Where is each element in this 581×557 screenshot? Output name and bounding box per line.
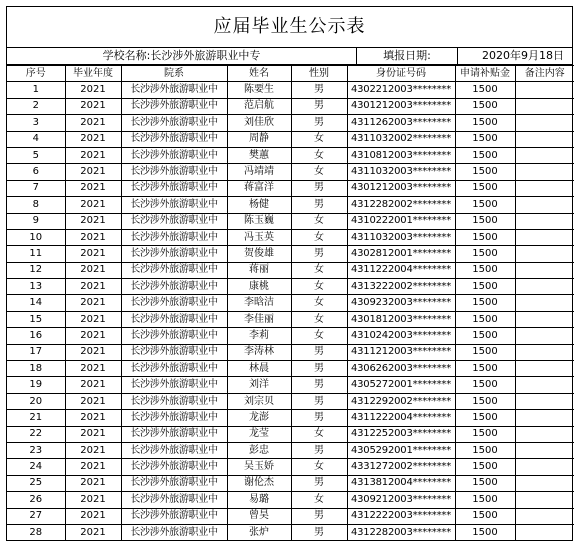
row-number: 25 xyxy=(7,475,65,491)
subsidy-amount: 1500 xyxy=(455,279,515,295)
student-name: 陈要生 xyxy=(227,82,291,98)
gender: 女 xyxy=(291,311,347,327)
row-number: 3 xyxy=(7,115,65,131)
remark xyxy=(515,131,574,147)
student-name: 樊蕙 xyxy=(227,147,291,163)
student-name: 易璐 xyxy=(227,492,291,508)
table-row xyxy=(7,279,574,295)
school-name: 长沙涉外旅游职业中专 xyxy=(150,49,261,62)
subsidy-amount: 1500 xyxy=(455,393,515,409)
department: 长沙涉外旅游职业中 xyxy=(121,475,227,491)
gender: 男 xyxy=(291,180,347,196)
graduation-year: 2021 xyxy=(65,164,121,180)
remark xyxy=(515,311,574,327)
graduation-year: 2021 xyxy=(65,442,121,458)
graduation-year: 2021 xyxy=(65,131,121,147)
remark xyxy=(515,246,574,262)
gender: 女 xyxy=(291,213,347,229)
subsidy-amount: 1500 xyxy=(455,377,515,393)
subsidy-amount: 1500 xyxy=(455,524,515,540)
gender: 男 xyxy=(291,508,347,524)
department: 长沙涉外旅游职业中 xyxy=(121,492,227,508)
gender: 男 xyxy=(291,246,347,262)
remark xyxy=(515,393,574,409)
student-name: 刘佳欣 xyxy=(227,115,291,131)
row-number: 23 xyxy=(7,442,65,458)
remark xyxy=(515,295,574,311)
gender: 男 xyxy=(291,524,347,540)
graduation-year: 2021 xyxy=(65,328,121,344)
gender: 男 xyxy=(291,344,347,360)
remark xyxy=(515,164,574,180)
info-row xyxy=(7,48,572,65)
gender: 男 xyxy=(291,98,347,114)
header-gender: 性别 xyxy=(291,66,347,82)
subsidy-amount: 1500 xyxy=(455,475,515,491)
table-body xyxy=(7,82,574,540)
gender: 男 xyxy=(291,361,347,377)
id-number: 4301812003******** xyxy=(347,311,455,327)
row-number: 12 xyxy=(7,262,65,278)
graduation-year: 2021 xyxy=(65,262,121,278)
id-number: 4305292001******** xyxy=(347,442,455,458)
table-row xyxy=(7,197,574,213)
row-number: 22 xyxy=(7,426,65,442)
student-name: 谢伦杰 xyxy=(227,475,291,491)
department: 长沙涉外旅游职业中 xyxy=(121,164,227,180)
student-name: 刘宗贝 xyxy=(227,393,291,409)
graduation-year: 2021 xyxy=(65,311,121,327)
gender: 女 xyxy=(291,328,347,344)
row-number: 26 xyxy=(7,492,65,508)
remark xyxy=(515,344,574,360)
graduation-year: 2021 xyxy=(65,410,121,426)
row-number: 16 xyxy=(7,328,65,344)
id-number: 4309232003******** xyxy=(347,295,455,311)
id-number: 4312282003******** xyxy=(347,524,455,540)
row-number: 1 xyxy=(7,82,65,98)
table-row xyxy=(7,410,574,426)
table-row xyxy=(7,459,574,475)
department: 长沙涉外旅游职业中 xyxy=(121,361,227,377)
department: 长沙涉外旅游职业中 xyxy=(121,508,227,524)
gender: 男 xyxy=(291,410,347,426)
graduation-year: 2021 xyxy=(65,508,121,524)
graduation-year: 2021 xyxy=(65,524,121,540)
student-name: 吴玉娇 xyxy=(227,459,291,475)
table-row xyxy=(7,442,574,458)
subsidy-amount: 1500 xyxy=(455,98,515,114)
id-number: 4311222004******** xyxy=(347,262,455,278)
header-row xyxy=(7,66,574,82)
table-row xyxy=(7,246,574,262)
department: 长沙涉外旅游职业中 xyxy=(121,311,227,327)
gender: 男 xyxy=(291,475,347,491)
row-number: 18 xyxy=(7,361,65,377)
remark xyxy=(515,213,574,229)
remark xyxy=(515,180,574,196)
header-dept: 院系 xyxy=(121,66,227,82)
id-number: 4302212003******** xyxy=(347,82,455,98)
department: 长沙涉外旅游职业中 xyxy=(121,410,227,426)
table-row xyxy=(7,295,574,311)
sheet-title: 应届毕业生公示表 xyxy=(7,7,572,48)
id-number: 4301212003******** xyxy=(347,98,455,114)
student-name: 蒋丽 xyxy=(227,262,291,278)
gender: 女 xyxy=(291,295,347,311)
id-number: 4313812004******** xyxy=(347,475,455,491)
header-note: 备注内容 xyxy=(515,66,574,82)
student-name: 范启航 xyxy=(227,98,291,114)
student-name: 李佳丽 xyxy=(227,311,291,327)
subsidy-amount: 1500 xyxy=(455,213,515,229)
id-number: 4310812003******** xyxy=(347,147,455,163)
graduation-year: 2021 xyxy=(65,426,121,442)
id-number: 4306262003******** xyxy=(347,361,455,377)
department: 长沙涉外旅游职业中 xyxy=(121,180,227,196)
graduation-year: 2021 xyxy=(65,115,121,131)
graduation-year: 2021 xyxy=(65,361,121,377)
remark xyxy=(515,442,574,458)
row-number: 5 xyxy=(7,147,65,163)
table-row xyxy=(7,98,574,114)
remark xyxy=(515,229,574,245)
subsidy-amount: 1500 xyxy=(455,180,515,196)
row-number: 19 xyxy=(7,377,65,393)
row-number: 14 xyxy=(7,295,65,311)
id-number: 4302812001******** xyxy=(347,246,455,262)
header-id: 身份证号码 xyxy=(347,66,455,82)
gender: 男 xyxy=(291,197,347,213)
student-name: 李涛林 xyxy=(227,344,291,360)
remark xyxy=(515,361,574,377)
remark xyxy=(515,328,574,344)
department: 长沙涉外旅游职业中 xyxy=(121,279,227,295)
student-name: 林晨 xyxy=(227,361,291,377)
graduation-year: 2021 xyxy=(65,246,121,262)
remark xyxy=(515,147,574,163)
id-number: 4313222002******** xyxy=(347,279,455,295)
table-row xyxy=(7,524,574,540)
gender: 女 xyxy=(291,164,347,180)
id-number: 4301212003******** xyxy=(347,180,455,196)
gender: 女 xyxy=(291,147,347,163)
student-name: 杨健 xyxy=(227,197,291,213)
table-row xyxy=(7,508,574,524)
subsidy-amount: 1500 xyxy=(455,508,515,524)
id-number: 4312222003******** xyxy=(347,508,455,524)
remark xyxy=(515,475,574,491)
row-number: 28 xyxy=(7,524,65,540)
table-row xyxy=(7,361,574,377)
date-label: 填报日期: xyxy=(383,49,431,62)
id-number: 4312282002******** xyxy=(347,197,455,213)
row-number: 6 xyxy=(7,164,65,180)
row-number: 7 xyxy=(7,180,65,196)
row-number: 21 xyxy=(7,410,65,426)
student-name: 李莉 xyxy=(227,328,291,344)
subsidy-amount: 1500 xyxy=(455,459,515,475)
graduation-year: 2021 xyxy=(65,147,121,163)
row-number: 13 xyxy=(7,279,65,295)
table-row xyxy=(7,377,574,393)
table-row xyxy=(7,262,574,278)
remark xyxy=(515,524,574,540)
student-name: 李晗洁 xyxy=(227,295,291,311)
id-number: 4309212003******** xyxy=(347,492,455,508)
subsidy-amount: 1500 xyxy=(455,410,515,426)
remark xyxy=(515,377,574,393)
id-number: 4311212003******** xyxy=(347,344,455,360)
id-number: 4312252003******** xyxy=(347,426,455,442)
table-row xyxy=(7,393,574,409)
header-name: 姓名 xyxy=(227,66,291,82)
remark xyxy=(515,82,574,98)
subsidy-amount: 1500 xyxy=(455,229,515,245)
department: 长沙涉外旅游职业中 xyxy=(121,393,227,409)
subsidy-amount: 1500 xyxy=(455,328,515,344)
row-number: 4 xyxy=(7,131,65,147)
table-row xyxy=(7,426,574,442)
table-row xyxy=(7,229,574,245)
roster-sheet xyxy=(6,6,573,541)
gender: 女 xyxy=(291,459,347,475)
table-row xyxy=(7,492,574,508)
gender: 男 xyxy=(291,442,347,458)
subsidy-amount: 1500 xyxy=(455,262,515,278)
gender: 女 xyxy=(291,492,347,508)
department: 长沙涉外旅游职业中 xyxy=(121,131,227,147)
id-number: 4305272001******** xyxy=(347,377,455,393)
row-number: 11 xyxy=(7,246,65,262)
id-number: 4310222001******** xyxy=(347,213,455,229)
department: 长沙涉外旅游职业中 xyxy=(121,328,227,344)
table-row xyxy=(7,82,574,98)
table-row xyxy=(7,213,574,229)
gender: 男 xyxy=(291,377,347,393)
gender: 男 xyxy=(291,82,347,98)
remark xyxy=(515,262,574,278)
table-row xyxy=(7,147,574,163)
table-row xyxy=(7,311,574,327)
table-row xyxy=(7,180,574,196)
gender: 女 xyxy=(291,229,347,245)
department: 长沙涉外旅游职业中 xyxy=(121,442,227,458)
subsidy-amount: 1500 xyxy=(455,246,515,262)
student-name: 曾昊 xyxy=(227,508,291,524)
row-number: 17 xyxy=(7,344,65,360)
table-row xyxy=(7,328,574,344)
department: 长沙涉外旅游职业中 xyxy=(121,295,227,311)
subsidy-amount: 1500 xyxy=(455,492,515,508)
subsidy-amount: 1500 xyxy=(455,442,515,458)
subsidy-amount: 1500 xyxy=(455,344,515,360)
gender: 女 xyxy=(291,426,347,442)
remark xyxy=(515,115,574,131)
subsidy-amount: 1500 xyxy=(455,147,515,163)
row-number: 20 xyxy=(7,393,65,409)
graduates-table xyxy=(7,65,574,540)
subsidy-amount: 1500 xyxy=(455,311,515,327)
department: 长沙涉外旅游职业中 xyxy=(121,459,227,475)
student-name: 康桃 xyxy=(227,279,291,295)
student-name: 彭忠 xyxy=(227,442,291,458)
department: 长沙涉外旅游职业中 xyxy=(121,115,227,131)
graduation-year: 2021 xyxy=(65,459,121,475)
date-value: 2020年9月18日 xyxy=(457,48,572,64)
subsidy-amount: 1500 xyxy=(455,164,515,180)
student-name: 陈玉巍 xyxy=(227,213,291,229)
department: 长沙涉外旅游职业中 xyxy=(121,82,227,98)
id-number: 4311032002******** xyxy=(347,131,455,147)
subsidy-amount: 1500 xyxy=(455,197,515,213)
department: 长沙涉外旅游职业中 xyxy=(121,213,227,229)
header-no: 序号 xyxy=(7,66,65,82)
row-number: 10 xyxy=(7,229,65,245)
subsidy-amount: 1500 xyxy=(455,82,515,98)
remark xyxy=(515,459,574,475)
department: 长沙涉外旅游职业中 xyxy=(121,197,227,213)
graduation-year: 2021 xyxy=(65,393,121,409)
department: 长沙涉外旅游职业中 xyxy=(121,229,227,245)
row-number: 27 xyxy=(7,508,65,524)
table-row xyxy=(7,115,574,131)
student-name: 蒋富洋 xyxy=(227,180,291,196)
table-row xyxy=(7,164,574,180)
graduation-year: 2021 xyxy=(65,98,121,114)
gender: 女 xyxy=(291,279,347,295)
student-name: 龙莹 xyxy=(227,426,291,442)
school-label: 学校名称: xyxy=(102,49,151,62)
subsidy-amount: 1500 xyxy=(455,115,515,131)
id-number: 4310242003******** xyxy=(347,328,455,344)
table-row xyxy=(7,344,574,360)
department: 长沙涉外旅游职业中 xyxy=(121,246,227,262)
graduation-year: 2021 xyxy=(65,213,121,229)
department: 长沙涉外旅游职业中 xyxy=(121,344,227,360)
subsidy-amount: 1500 xyxy=(455,361,515,377)
header-year: 毕业年度 xyxy=(65,66,121,82)
graduation-year: 2021 xyxy=(65,197,121,213)
id-number: 4331272002******** xyxy=(347,459,455,475)
remark xyxy=(515,492,574,508)
graduation-year: 2021 xyxy=(65,475,121,491)
graduation-year: 2021 xyxy=(65,492,121,508)
subsidy-amount: 1500 xyxy=(455,426,515,442)
student-name: 冯靖靖 xyxy=(227,164,291,180)
department: 长沙涉外旅游职业中 xyxy=(121,426,227,442)
department: 长沙涉外旅游职业中 xyxy=(121,524,227,540)
row-number: 2 xyxy=(7,98,65,114)
graduation-year: 2021 xyxy=(65,377,121,393)
student-name: 周静 xyxy=(227,131,291,147)
school-info xyxy=(7,48,357,64)
gender: 男 xyxy=(291,115,347,131)
student-name: 贺俊雄 xyxy=(227,246,291,262)
graduation-year: 2021 xyxy=(65,295,121,311)
remark xyxy=(515,508,574,524)
department: 长沙涉外旅游职业中 xyxy=(121,147,227,163)
student-name: 龙澎 xyxy=(227,410,291,426)
student-name: 张炉 xyxy=(227,524,291,540)
row-number: 9 xyxy=(7,213,65,229)
student-name: 冯玉英 xyxy=(227,229,291,245)
student-name: 刘洋 xyxy=(227,377,291,393)
subsidy-amount: 1500 xyxy=(455,295,515,311)
table-row xyxy=(7,475,574,491)
id-number: 4311222004******** xyxy=(347,410,455,426)
department: 长沙涉外旅游职业中 xyxy=(121,262,227,278)
department: 长沙涉外旅游职业中 xyxy=(121,377,227,393)
remark xyxy=(515,197,574,213)
graduation-year: 2021 xyxy=(65,82,121,98)
id-number: 4311032003******** xyxy=(347,229,455,245)
row-number: 24 xyxy=(7,459,65,475)
graduation-year: 2021 xyxy=(65,344,121,360)
remark xyxy=(515,426,574,442)
graduation-year: 2021 xyxy=(65,180,121,196)
graduation-year: 2021 xyxy=(65,229,121,245)
gender: 女 xyxy=(291,262,347,278)
table-row xyxy=(7,131,574,147)
gender: 男 xyxy=(291,393,347,409)
id-number: 4312292002******** xyxy=(347,393,455,409)
header-amount: 申请补贴金 xyxy=(455,66,515,82)
id-number: 4311032003******** xyxy=(347,164,455,180)
remark xyxy=(515,410,574,426)
gender: 女 xyxy=(291,131,347,147)
id-number: 4311262003******** xyxy=(347,115,455,131)
remark xyxy=(515,98,574,114)
graduation-year: 2021 xyxy=(65,279,121,295)
department: 长沙涉外旅游职业中 xyxy=(121,98,227,114)
subsidy-amount: 1500 xyxy=(455,131,515,147)
row-number: 8 xyxy=(7,197,65,213)
row-number: 15 xyxy=(7,311,65,327)
remark xyxy=(515,279,574,295)
